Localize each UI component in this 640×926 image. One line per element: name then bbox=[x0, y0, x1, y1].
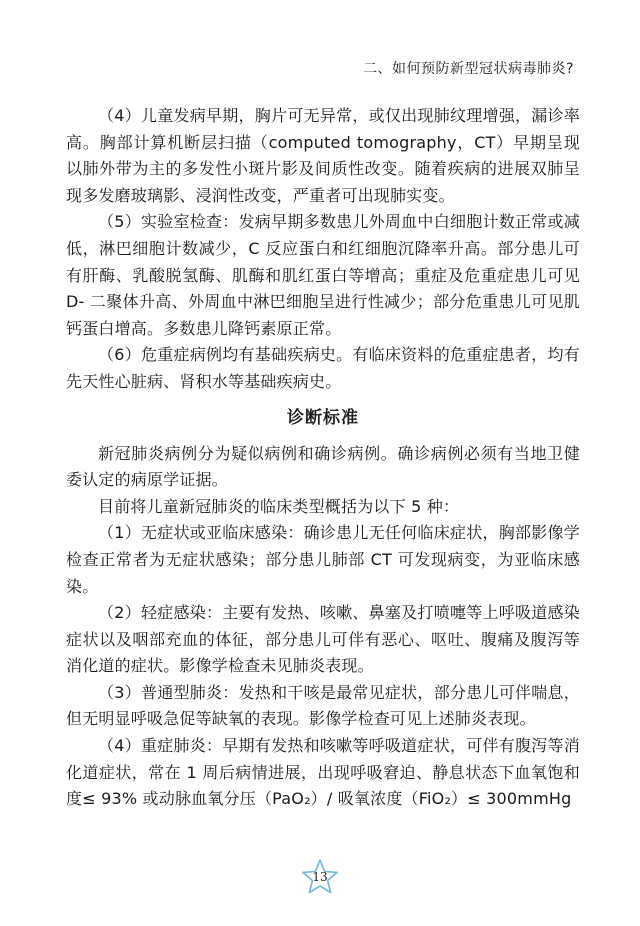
paragraph-asymptomatic: （1）无症状或亚临床感染：确诊患儿无任何临床症状，胸部影像学检查正常者为无症状感染；部分患儿肺部 CT 可发现病变，为亚临床感染。 bbox=[66, 523, 580, 596]
page-number: 13 bbox=[312, 870, 328, 884]
page-number-badge bbox=[300, 858, 340, 898]
running-header: 二、如何预防新型冠状病毒肺炎? bbox=[363, 61, 574, 77]
paragraph-critical-cases: （6）危重症病例均有基础疾病史。有临床资料的危重症患者，均有先天性心脏病、肾积水等基础疾病史。 bbox=[66, 345, 580, 391]
paragraph-lab-tests: （5）实验室检查：发病早期多数患儿外周血中白细胞计数正常或减低，淋巴细胞计数减少，C 反应蛋白和红细胞沉降率升高。部分患儿可有肝酶、乳酸脱氢酶、肌酶和肌红蛋白等增高；重症及危重症患儿可见 D- 二聚体升高、外周血中淋巴细胞呈进行性减少；部分危重患儿可见肌钙蛋白增高。多数患儿降钙素原正常。 bbox=[66, 212, 580, 338]
paragraph-severe-pneumonia: （4）重症肺炎：早期有发热和咳嗽等呼吸道症状，可伴有腹泻等消化道症状，常在 1 周后病情进展，出现呼吸窘迫、静息状态下血氧饱和度≤ 93% 或动脉血氧分压（PaO₂）/ 吸氧浓度（FiO₂）≤ 300mmHg bbox=[66, 736, 580, 809]
section-title: 诊断标准 bbox=[287, 407, 359, 428]
paragraph-case-classification: 新冠肺炎病例分为疑似病例和确诊病例。确诊病例必须有当地卫健委认定的病原学证据。 bbox=[66, 443, 580, 490]
paragraph-clinical-types-intro: 目前将儿童新冠肺炎的临床类型概括为以下 5 种： bbox=[98, 496, 460, 516]
page-body bbox=[66, 103, 580, 813]
paragraph-common-pneumonia: （3）普通型肺炎：发热和干咳是最常见症状，部分患儿可伴喘息，但无明显呼吸急促等缺氧的表现。影像学检查可见上述肺炎表现。 bbox=[66, 682, 580, 729]
paragraph-mild: （2）轻症感染：主要有发热、咳嗽、鼻塞及打喷嚏等上呼吸道感染症状以及咽部充血的体征，部分患儿可伴有恶心、呕吐、腹痛及腹泻等消化道的症状。影像学检查未见肺炎表现。 bbox=[66, 603, 580, 676]
paragraph-imaging: （4）儿童发病早期，胸片可无异常，或仅出现肺纹理增强，漏诊率高。胸部计算机断层扫描（computed tomography，CT）早期呈现以肺外带为主的多发性小斑片影及间质性改变。随着疾病的进展双肺呈现多发磨玻璃影、浸润性改变，严重者可出现肺实变。 bbox=[66, 106, 580, 205]
